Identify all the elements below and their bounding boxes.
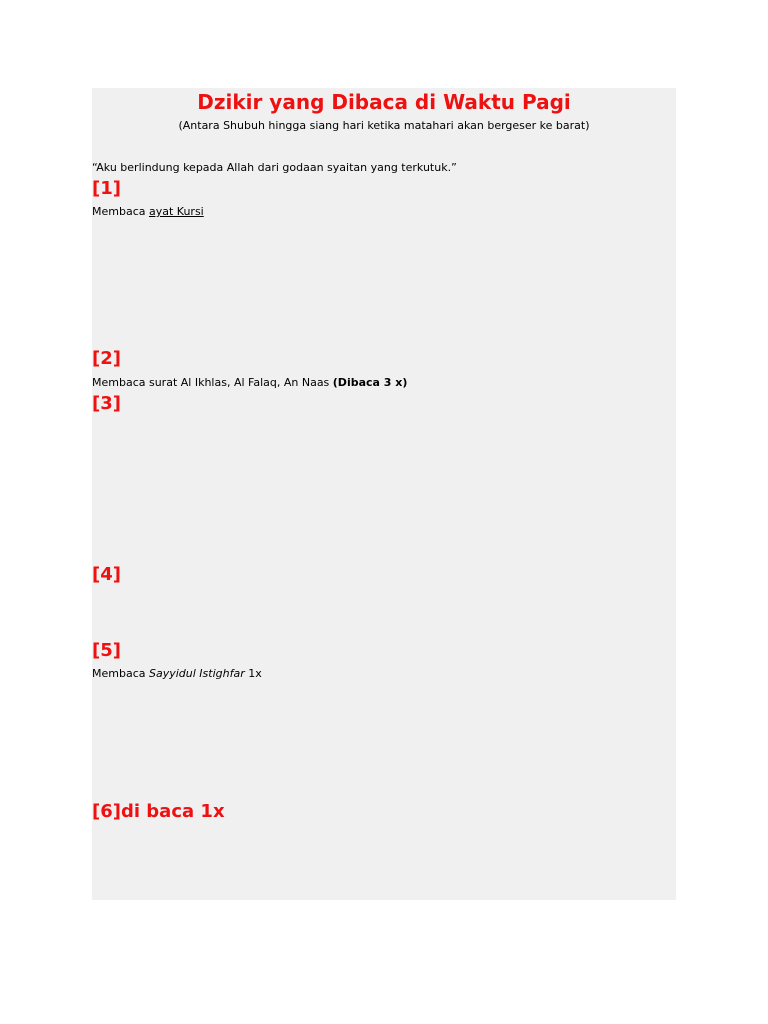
document-page — [92, 88, 676, 900]
section-3-number: [3] — [92, 393, 121, 414]
section-5-note-prefix: Membaca — [92, 667, 149, 680]
section-4-number: [4] — [92, 564, 121, 585]
section-5-note-suffix: 1x — [244, 667, 262, 680]
ayat-kursi-link[interactable]: ayat Kursi — [148, 205, 204, 218]
section-2-note — [92, 376, 676, 390]
section-2-note-text: Membaca surat Al Ikhlas, Al Falaq, An Naas — [92, 376, 333, 389]
section-1-note — [92, 205, 676, 219]
section-1-note-prefix: Membaca — [92, 205, 149, 218]
taawudz-translation: “Aku berlindung kepada Allah dari godaan syaitan yang terkutuk.” — [92, 161, 457, 174]
section-5-note-italic: Sayyidul Istighfar — [148, 667, 245, 680]
section-5-number: [5] — [92, 640, 121, 661]
page-title: Dzikir yang Dibaca di Waktu Pagi — [197, 90, 571, 114]
section-1-number: [1] — [92, 178, 121, 199]
section-6-number: [6]di baca 1x — [92, 801, 225, 822]
page-subtitle: (Antara Shubuh hingga siang hari ketika matahari akan bergeser ke barat) — [178, 119, 590, 132]
section-5-note — [92, 667, 676, 681]
section-2-note-count: (Dibaca 3 x) — [332, 376, 408, 389]
section-2-number: [2] — [92, 348, 121, 369]
